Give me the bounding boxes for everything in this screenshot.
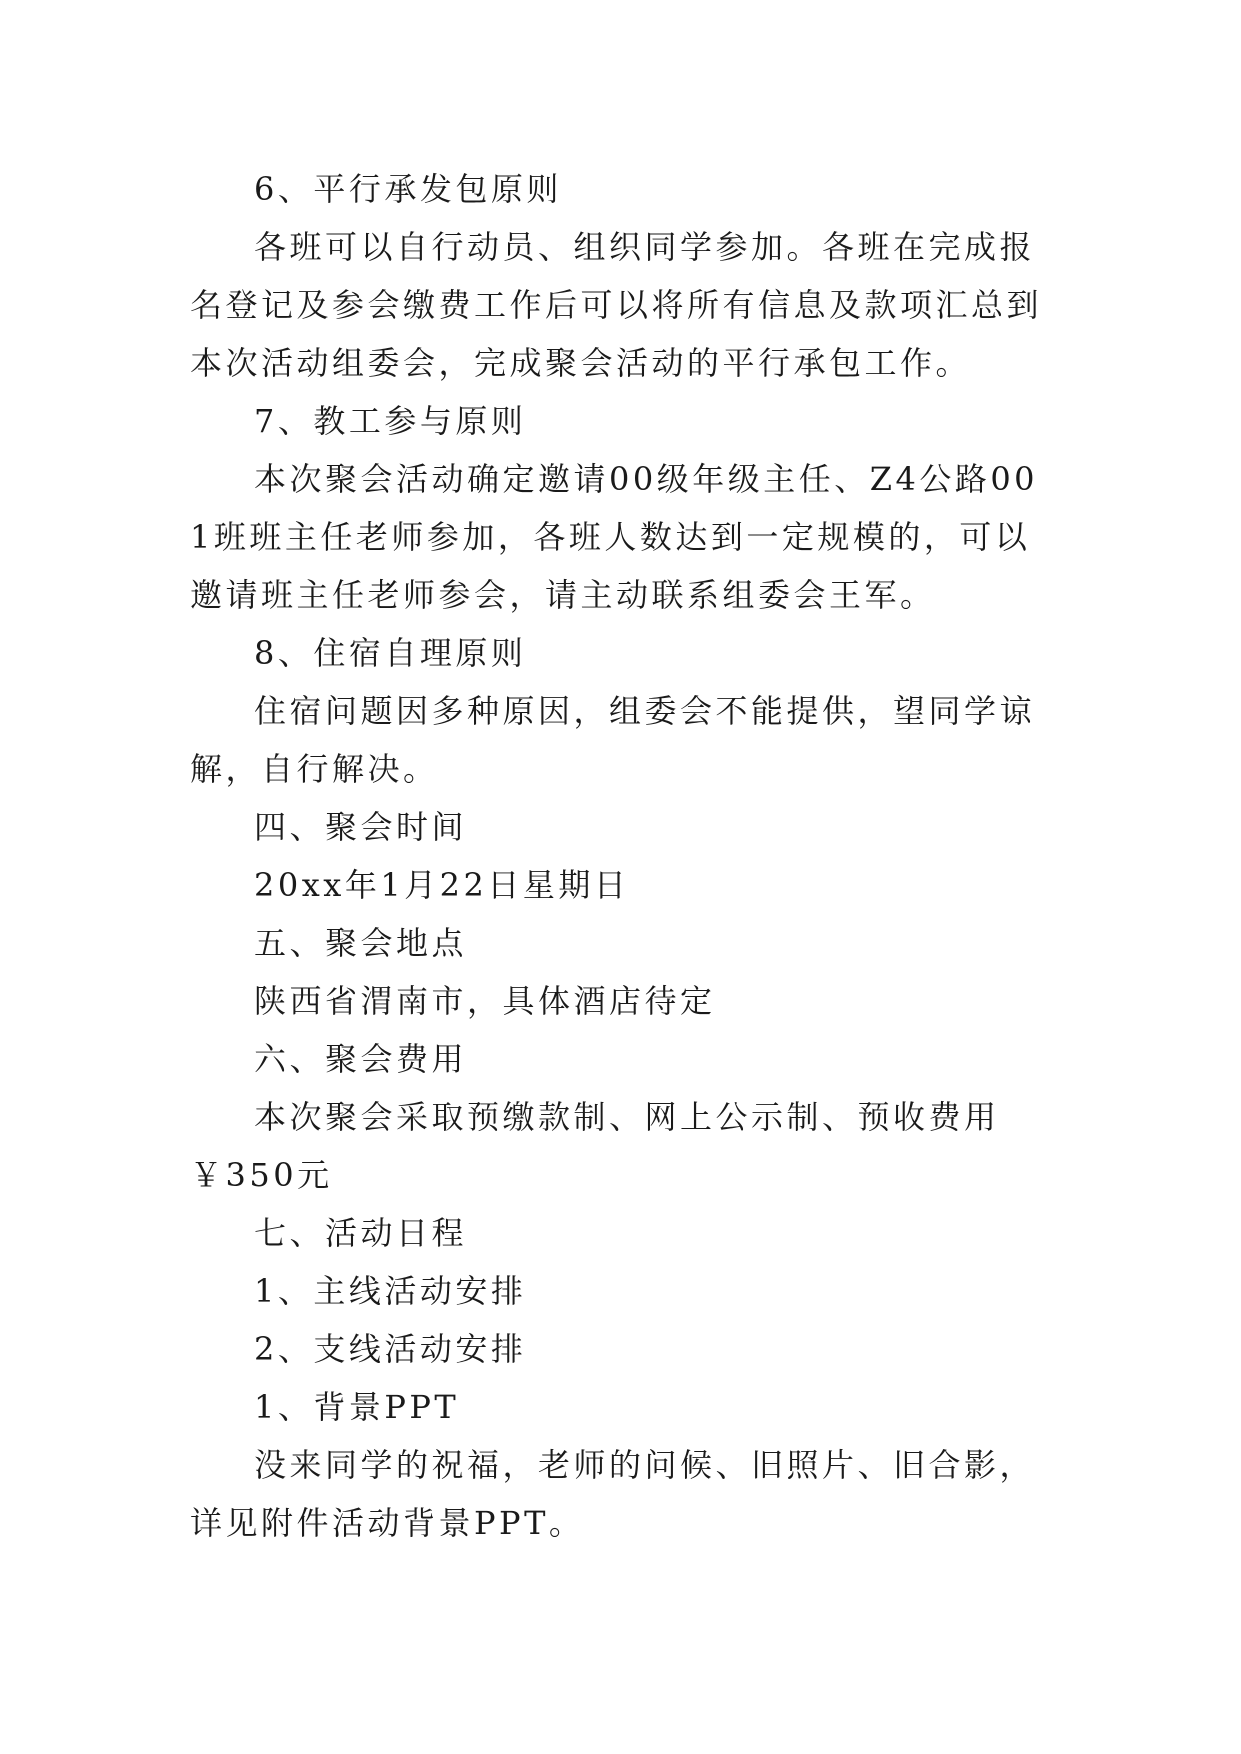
paragraph-reunion-date: 20xx年1月22日星期日 xyxy=(254,866,630,904)
paragraph-reunion-fee: 本次聚会采取预缴款制、网上公示制、预收费用￥350元 xyxy=(190,1098,1000,1194)
item-main-activities: 1、主线活动安排 xyxy=(254,1272,527,1310)
paragraph-staff-participation: 本次聚会活动确定邀请00级年级主任、Z4公路001班班主任老师参加，各班人数达到一定规模的，可以邀请班主任老师参会，请主动联系组委会王军。 xyxy=(190,460,1039,614)
heading-parallel-contracting: 6、平行承发包原则 xyxy=(254,170,562,208)
paragraph-reunion-location: 陕西省渭南市，具体酒店待定 xyxy=(254,982,716,1020)
item-side-activities: 2、支线活动安排 xyxy=(254,1330,527,1368)
heading-reunion-fee: 六、聚会费用 xyxy=(254,1040,468,1078)
paragraph-accommodation: 住宿问题因多种原因，组委会不能提供，望同学谅解，自行解决。 xyxy=(190,692,1036,788)
document-body xyxy=(190,160,1058,1552)
paragraph-background-ppt: 没来同学的祝福，老师的问候、旧照片、旧合影，详见附件活动背景PPT。 xyxy=(190,1446,1036,1542)
item-background-ppt: 1、背景PPT xyxy=(254,1388,460,1426)
heading-accommodation: 8、住宿自理原则 xyxy=(254,634,527,672)
heading-reunion-location: 五、聚会地点 xyxy=(254,924,468,962)
heading-reunion-time: 四、聚会时间 xyxy=(254,808,468,846)
paragraph-parallel-contracting: 各班可以自行动员、组织同学参加。各班在完成报名登记及参会缴费工作后可以将所有信息及款项汇总到本次活动组委会，完成聚会活动的平行承包工作。 xyxy=(190,228,1043,382)
heading-schedule: 七、活动日程 xyxy=(254,1214,468,1252)
heading-staff-participation: 7、教工参与原则 xyxy=(254,402,527,440)
